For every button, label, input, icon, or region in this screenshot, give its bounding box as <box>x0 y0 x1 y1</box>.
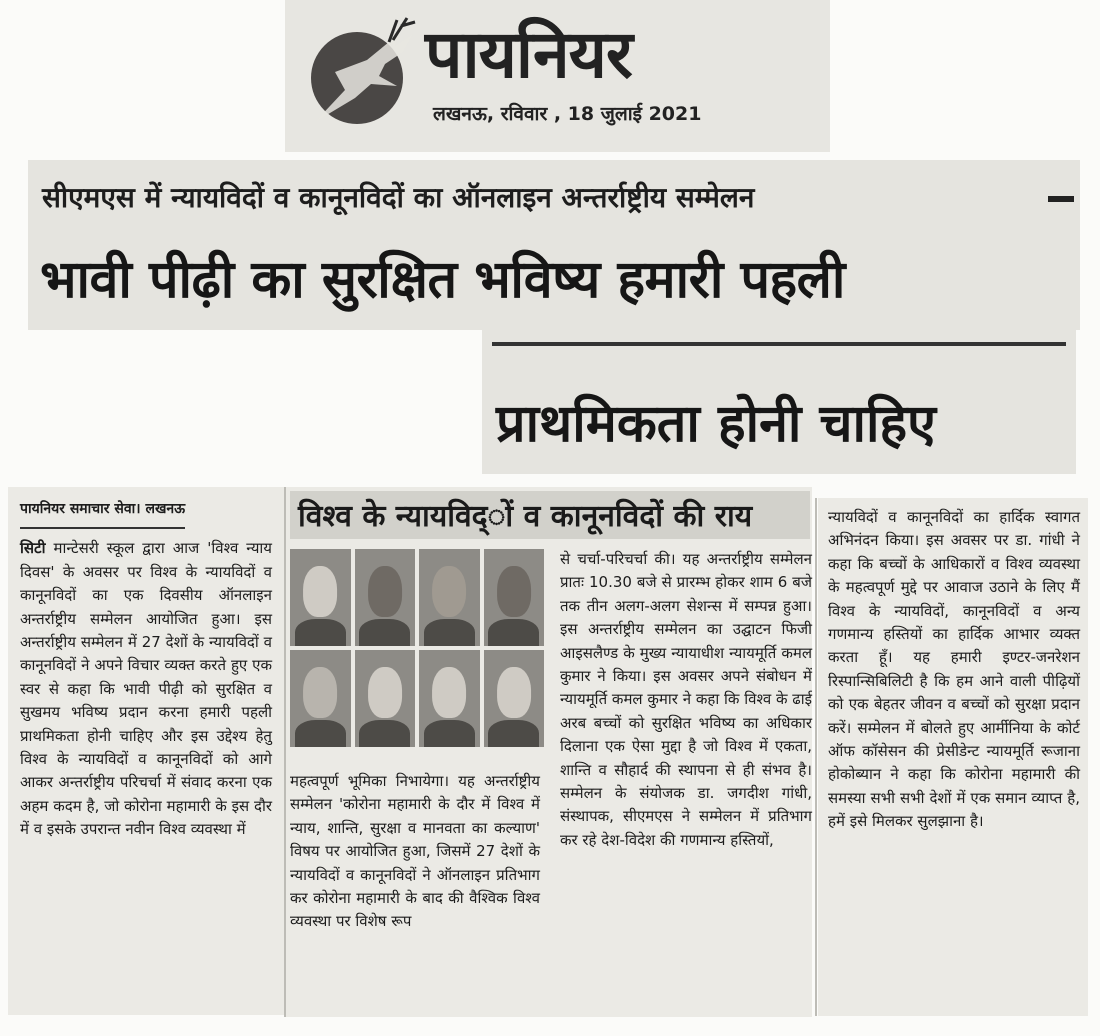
sub-headline: विश्व के न्यायविद्ों व कानूनविदों की राय <box>290 491 810 539</box>
article-paragraph-1 <box>20 537 272 841</box>
participant-photo <box>484 549 545 646</box>
participants-photo-grid <box>290 549 544 747</box>
participant-photo <box>290 650 351 747</box>
participant-photo <box>419 650 480 747</box>
kicker-headline: सीएमएस में न्यायविदों व कानूनविदों का ऑनलाइन अन्तर्राष्ट्रीय सम्मेलन <box>42 181 755 214</box>
article-column-2a: महत्वपूर्ण भूमिका निभायेगा। यह अन्तर्राष्ट्रीय सम्मेलन 'कोरोना महामारी के दौर में विश्व में न्याय, शान्ति, सुरक्षा व मानवता का कल्याण' विषय पर आयोजित हुआ, जिसमें 27 देशों के न्यायविदों व कानूनविदों ने ऑनलाइन प्रतिभाग कर कोरोना महामारी के बाद की वैश्विक विश्व व्यवस्था पर विशेष रूप <box>290 772 540 931</box>
main-headline-line-2: प्राथमिकता होनी चाहिए <box>496 394 936 454</box>
byline: पायनियर समाचार सेवा। लखनऊ <box>20 498 185 529</box>
kicker-dash <box>1048 196 1074 202</box>
participant-photo <box>355 650 416 747</box>
newspaper-name: पायनियर <box>425 16 632 93</box>
participant-photo <box>419 549 480 646</box>
main-headline-line-1: भावी पीढ़ी का सुरक्षित भविष्य हमारी पहली <box>40 250 845 310</box>
masthead <box>285 0 830 152</box>
dateline: लखनऊ, रविवार , 18 जुलाई 2021 <box>433 103 702 125</box>
participant-photo <box>484 650 545 747</box>
headline-strip <box>28 160 1080 330</box>
column-divider <box>284 487 286 1017</box>
divider-rule <box>492 342 1066 346</box>
article-column-1 <box>8 487 284 1015</box>
deer-logo-icon <box>305 12 420 132</box>
column-divider <box>815 498 817 1016</box>
headline-continuation <box>482 324 1076 474</box>
article-text: मान्टेसरी स्कूल द्वारा आज 'विश्व न्याय दिवस' के अवसर पर विश्व के न्यायविदों व कानूनविदों का एक दिवसीय ऑनलाइन अन्तर्राष्ट्रीय सम्मेलन आयोजित हुआ। इस अन्तर्राष्ट्रीय सम्मेलन में 27 देशों के न्यायविदों व कानूनविदों ने अपने विचार व्यक्त करते हुए एक स्वर से कहा कि भावी पीढ़ी को सुरक्षित व सुखमय भविष्य प्रदान करना हमारी पहली प्राथमिकता होनी चाहिए और इस उद्देश्य हेतु विश्व के न्यायविदों व कानूनविदों को आगे आकर अन्तर्राष्ट्रीय परिचर्चा में संवाद करना एक अहम कदम है, जो कोरोना महामारी के इस दौर में व इसके उपरान्त नवीन विश्व व्यवस्था में <box>20 539 272 839</box>
article-column-3: न्यायविदों व कानूनविदों का हार्दिक स्वागत अभिनंदन किया। इस अवसर पर डा. गांधी ने कहा कि बच्चों के आधिकारों व विश्व व्यवस्था के महत्वपूर्ण मुद्दे पर आवाज उठाने के लिए मैं विश्व के न्यायविदों, कानूनविदों व अन्य गणमान्य हस्तियों का हार्दिक आभार व्यक्त करता हूँ। यह हमारी इण्टर-जनरेशन रिस्पान्सिबिलिटी है कि हम आने वाली पीढ़ियों को एक बेहतर जीवन व बच्चों को सुरक्षा प्रदान करें। सम्मेलन में बोलते हुए आर्मीनिया के कोर्ट ऑफ कॉसेसन की प्रेसीडेन्ट न्यायमूर्ति रूजाना होकोब्यान ने कहा कि कोरोना महामारी की समस्या सभी सभी देशों में एक समान व्याप्त है, हमें इसे मिलकर सुलझाना है। <box>818 498 1088 1016</box>
article-column-2b: से चर्चा-परिचर्चा की। यह अन्तर्राष्ट्रीय सम्मेलन प्रातः 10.30 बजे से प्रारम्भ होकर शाम 6 बजे तक तीन अलग-अलग सेशन्स में सम्पन्न हुआ। इस अन्तर्राष्ट्रीय सम्मेलन का उद्घाटन फिजी आइसलैण्ड के मुख्य न्यायाधीश न्यायमूर्ति कमल कुमार ने किया। इस अवसर अपने संबोधन में न्यायमूर्ति कमल कुमार ने कहा कि विश्व के ढाई अरब बच्चों को सुरक्षित भविष्य का अधिकार दिलाना एक ऐसा मुद्दा है जो विश्व में एकता, शान्ति व सौहार्द की स्थापना से ही संभव है। सम्मेलन के संयोजक डा. जगदीश गांधी, संस्थापक, सीएमएस ने सम्मेलन में प्रतिभाग कर रहे देश-विदेश की गणमान्य हस्तियों, <box>560 550 812 849</box>
participant-photo <box>355 549 416 646</box>
participant-photo <box>290 549 351 646</box>
dropcap-lead: सिटी <box>20 539 46 558</box>
